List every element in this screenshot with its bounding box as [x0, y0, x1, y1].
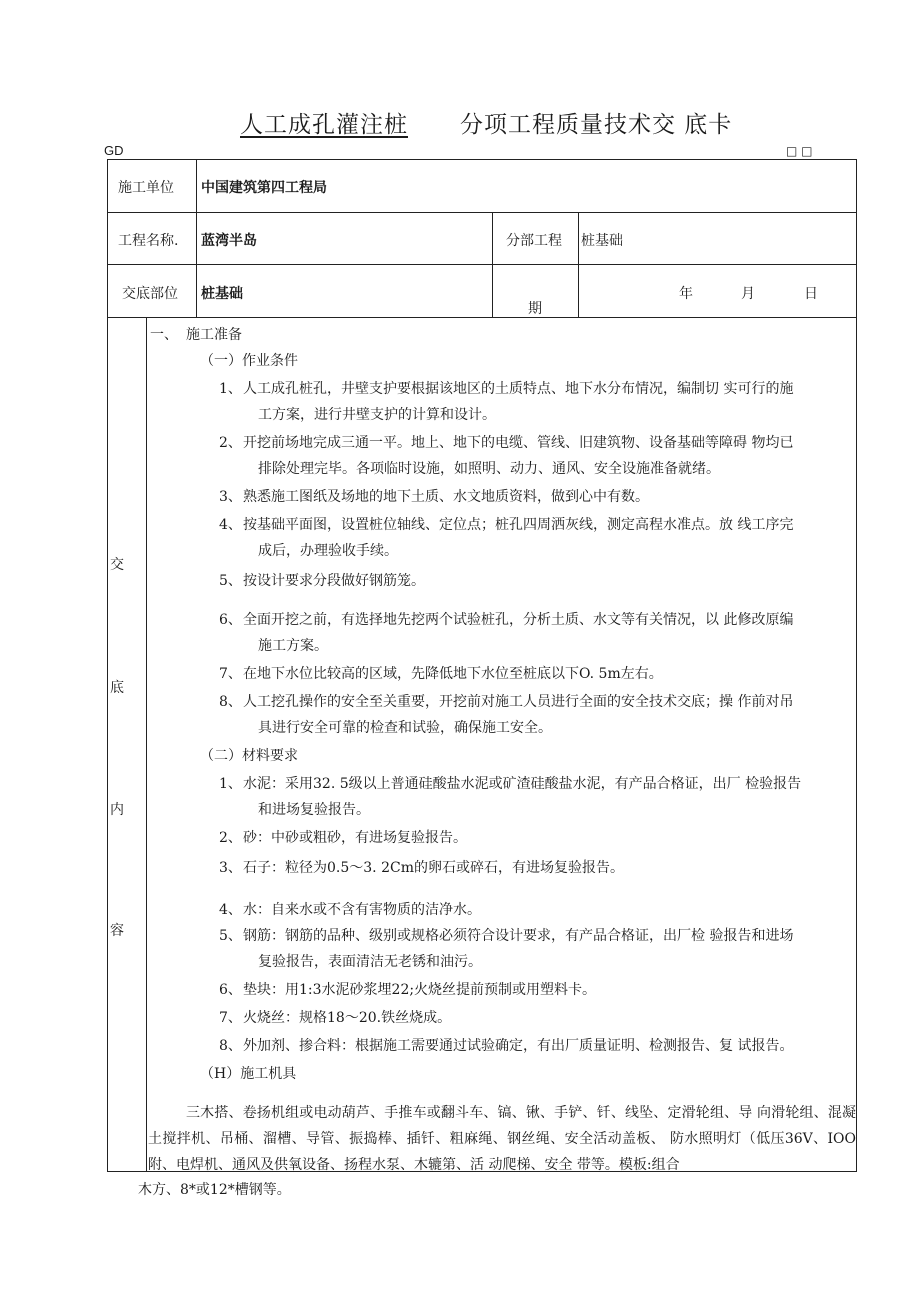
item-number: 4、 [219, 902, 242, 918]
item-number: 5、 [219, 928, 242, 944]
item-line: 在地下水位比较高的区域，先降低地下水位至桩底以下O. 5m左右。 [243, 666, 663, 682]
item-line: 具进行安全可靠的检查和试验，确保施工安全。 [258, 720, 552, 736]
table-border-left [107, 159, 108, 1172]
item-line: 按设计要求分段做好钢筋笼。 [243, 573, 425, 589]
row-divider-3 [107, 317, 857, 318]
item-line: 人工成孔桩孔，井壁支护要根据该地区的土质特点、地下水分布情况，编制切 实可行的施 [243, 381, 794, 397]
table-border-bottom [107, 1171, 857, 1172]
item-line: 砂：中砂或粗砂，有进场复验报告。 [243, 830, 467, 846]
item-line: 外加剂、掺合料：根据施工需要通过试验确定，有出厂质量证明、检测报告、复 试报告。 [243, 1038, 794, 1054]
item-number: 8、 [219, 694, 242, 710]
date-label: 期 [528, 301, 542, 317]
header-boxes: □ □ [786, 144, 813, 158]
header-code: GD [104, 143, 124, 158]
side-label-char: 容 [110, 923, 124, 939]
side-label-char: 底 [110, 680, 124, 696]
unit-value: 中国建筑第四工程局 [201, 180, 327, 196]
col-divider-label [196, 159, 197, 318]
title-right: 分项工程质量技术交 底卡 [460, 112, 733, 138]
subsection-title: （H）施工机具 [200, 1066, 297, 1082]
item-number: 3、 [219, 860, 242, 876]
item-number: 6、 [219, 612, 242, 628]
item-line: 和进场复验报告。 [258, 802, 370, 818]
item-line: 成后，办理验收手续。 [258, 543, 398, 559]
tools-paragraph-tail: 木方、8*或12*槽钢等。 [138, 1182, 291, 1198]
title-left: 人工成孔灌注桩 [240, 112, 408, 138]
item-line: 工方案，进行井壁支护的计算和设计。 [258, 407, 496, 423]
item-number: 3、 [219, 489, 242, 505]
item-line: 熟悉施工图纸及场地的地下土质、水文地质资料，做到心中有数。 [243, 489, 649, 505]
item-line: 人工挖孔操作的安全至关重要，开挖前对施工人员进行全面的安全技术交底；操 作前对吊 [243, 694, 794, 710]
part-label: 交底部位 [122, 286, 178, 302]
division-label: 分部工程 [506, 233, 562, 249]
table-border-right [856, 159, 857, 1172]
date-year: 年 [679, 286, 693, 302]
side-label-char: 交 [110, 557, 124, 573]
table-border-top [107, 159, 857, 160]
item-number: 6、 [219, 982, 242, 998]
date-month: 月 [741, 286, 755, 302]
date-day: 日 [804, 286, 818, 302]
project-label: 工程名称. [118, 233, 179, 249]
subsection-title: （二）材料要求 [200, 748, 298, 764]
tools-paragraph-clip [148, 1100, 856, 1171]
item-line: 开挖前场地完成三通一平。地上、地下的电缆、管线、旧建筑物、设备基础等障碍 物均已 [243, 435, 794, 451]
item-number: 1、 [219, 381, 242, 397]
item-line: 按基础平面图，设置桩位轴线、定位点；桩孔四周洒灰线，测定高程水准点。放 线工序完 [243, 517, 794, 533]
item-number: 2、 [219, 830, 242, 846]
item-line: 复验报告，表面清洁无老锈和油污。 [258, 954, 482, 970]
col-divider-right [578, 212, 579, 318]
section-title: 施工准备 [186, 327, 242, 343]
item-line: 钢筋：钢筋的品种、级别或规格必须符合设计要求，有产品合格证，出厂检 验报告和进场 [243, 928, 794, 944]
row-divider-1 [107, 212, 857, 213]
item-number: 1、 [219, 776, 242, 792]
item-line: 排除处理完毕。各项临时设施，如照明、动力、通风、安全设施准备就绪。 [258, 461, 720, 477]
division-value: 桩基础 [581, 233, 623, 249]
item-line: 垫块：用1:3水泥砂浆埋22;火烧丝提前预制或用塑料卡。 [243, 982, 597, 998]
item-number: 7、 [219, 1010, 242, 1026]
item-line: 施工方案。 [258, 638, 328, 654]
item-number: 5、 [219, 573, 242, 589]
tools-paragraph: 三木搭、卷扬机组或电动葫芦、手推车或翻斗车、镐、锹、手铲、钎、线坠、定滑轮组、导 向滑轮组、混凝土搅拌机、吊桶、溜槽、导管、振捣棒、插钎、粗麻绳、钢丝绳、安全活动盖板、 防水照明灯（低压36V、IOO附、电焊机、通风及供氧设备、扬程水泵、木辘第、活 动爬梯、安全 带等。模板:组合 [148, 1105, 856, 1171]
item-line: 水泥：采用32. 5级以上普通硅酸盐水泥或矿渣硅酸盐水泥，有产品合格证，出厂 检验报告 [243, 776, 802, 792]
item-line: 火烧丝：规格18～20.铁丝烧成。 [243, 1010, 452, 1026]
col-divider-side [146, 317, 147, 1172]
item-number: 2、 [219, 435, 242, 451]
subsection-title: （一）作业条件 [200, 353, 298, 369]
section-number: 一、 [150, 327, 178, 343]
item-number: 7、 [219, 666, 242, 682]
item-number: 4、 [219, 517, 242, 533]
side-label-char: 内 [110, 802, 124, 818]
item-line: 石子：粒径为0.5～3. 2Cm的卵石或碎石，有进场复验报告。 [243, 860, 624, 876]
part-value: 桩基础 [201, 286, 243, 302]
row-divider-2 [107, 264, 857, 265]
unit-label: 施工单位 [118, 180, 174, 196]
col-divider-mid [492, 212, 493, 318]
item-line: 全面开挖之前，有选择地先挖两个试验桩孔，分析土质、水文等有关情况，以 此修改原编 [243, 612, 794, 628]
project-value: 蓝湾半岛 [201, 233, 257, 249]
item-line: 水：自来水或不含有害物质的洁净水。 [243, 902, 481, 918]
item-number: 8、 [219, 1038, 242, 1054]
